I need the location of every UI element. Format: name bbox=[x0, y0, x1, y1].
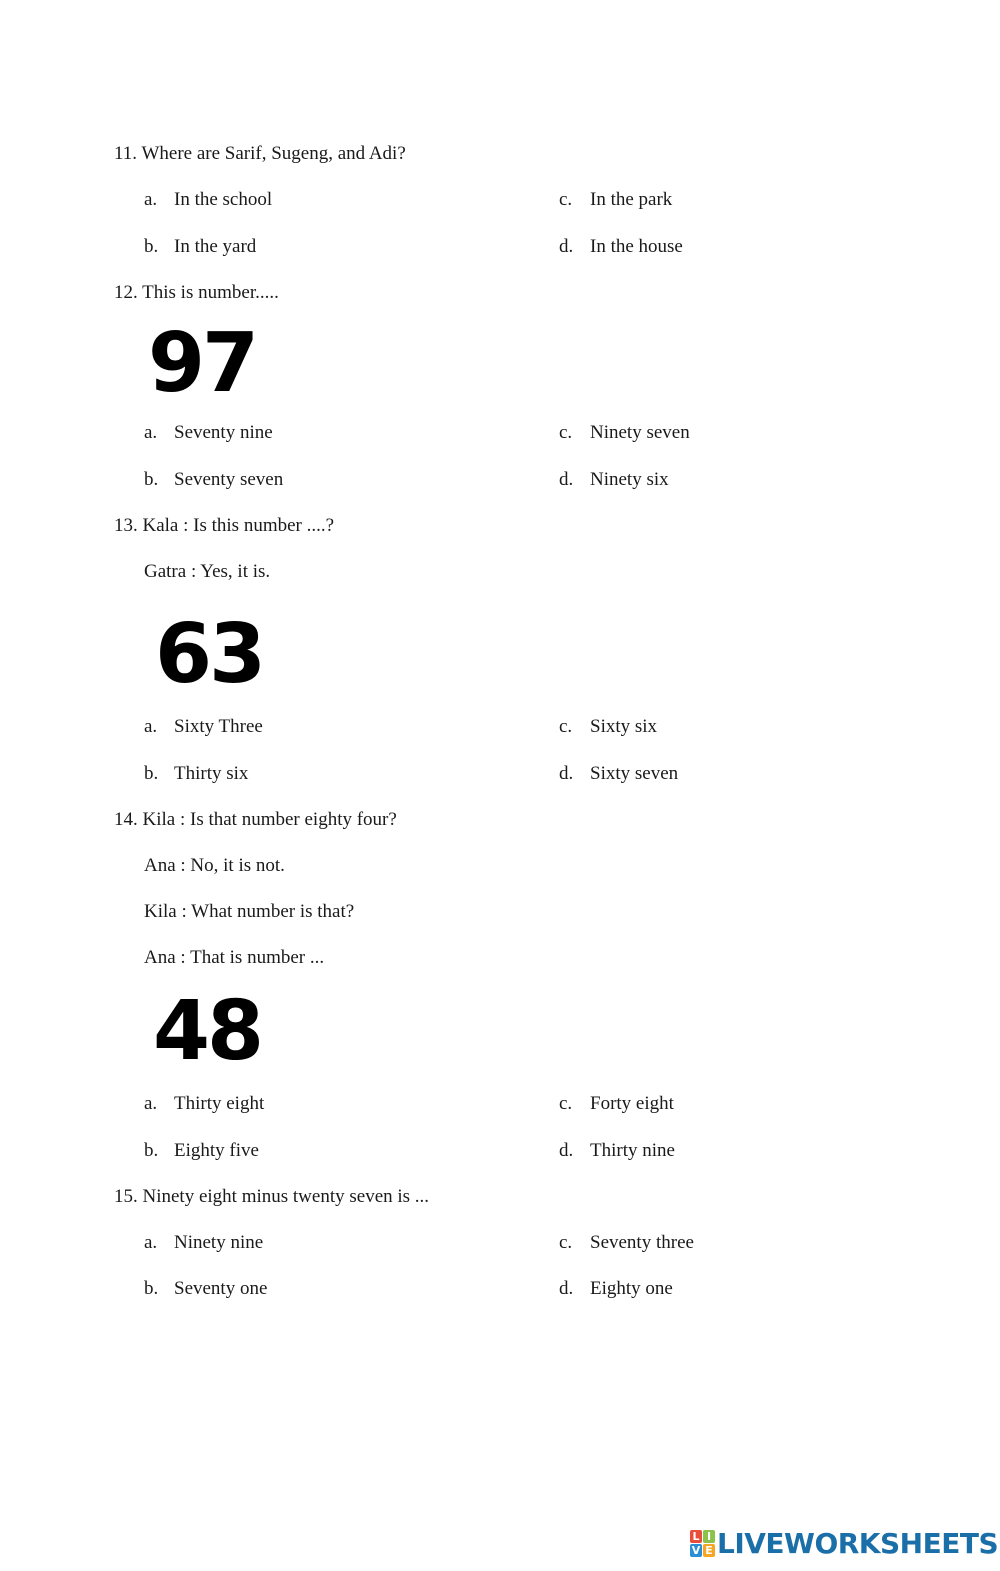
option-letter: d. bbox=[559, 469, 574, 490]
question-11-stem: 11. Where are Sarif, Sugeng, and Adi? bbox=[114, 143, 406, 164]
option-text: Ninety six bbox=[590, 469, 669, 490]
option-text: Ninety seven bbox=[590, 422, 690, 443]
option-text: Seventy seven bbox=[174, 469, 284, 490]
option-text: Sixty Three bbox=[174, 716, 263, 737]
option-text: Thirty nine bbox=[590, 1140, 675, 1161]
option-text: Seventy nine bbox=[174, 422, 273, 443]
option-text: Seventy one bbox=[174, 1278, 268, 1299]
question-13-dialogue-line: Gatra : Yes, it is. bbox=[144, 561, 271, 582]
option-text: Sixty seven bbox=[590, 763, 679, 784]
option-text: In the school bbox=[174, 189, 273, 210]
option-letter: a. bbox=[144, 422, 158, 443]
logo-cell: E bbox=[703, 1544, 715, 1557]
option-letter: d. bbox=[559, 763, 574, 784]
option-letter: c. bbox=[559, 1093, 573, 1114]
option-letter: a. bbox=[144, 189, 158, 210]
question-13-stem: 13. Kala : Is this number ....? bbox=[114, 515, 335, 536]
option-letter: c. bbox=[559, 422, 573, 443]
option-letter: d. bbox=[559, 1140, 574, 1161]
option-letter: c. bbox=[559, 189, 573, 210]
option-text: Seventy three bbox=[590, 1232, 694, 1253]
option-letter: a. bbox=[144, 1093, 158, 1114]
question-13-number-image: 63 bbox=[155, 607, 264, 702]
logo-cell: V bbox=[691, 1543, 701, 1557]
option-letter: b. bbox=[144, 236, 159, 257]
logo-icon bbox=[690, 1530, 715, 1557]
logo-cell: L bbox=[690, 1530, 702, 1543]
option-letter: c. bbox=[559, 716, 573, 737]
option-text: Thirty six bbox=[174, 763, 249, 784]
option-letter: b. bbox=[144, 1140, 159, 1161]
option-text: Eighty five bbox=[174, 1140, 259, 1161]
question-14-dialogue-line: Kila : What number is that? bbox=[144, 901, 355, 922]
logo-wordmark: LIVEWORKSHEETS bbox=[717, 1526, 999, 1560]
option-text: Forty eight bbox=[590, 1093, 674, 1114]
question-12-number-image: 97 bbox=[148, 316, 257, 411]
option-text: Sixty six bbox=[590, 716, 658, 737]
question-12-stem: 12. This is number..... bbox=[114, 282, 279, 303]
question-14-stem: 14. Kila : Is that number eighty four? bbox=[114, 809, 397, 830]
option-letter: b. bbox=[144, 1278, 159, 1299]
question-14-dialogue-line: Ana : That is number ... bbox=[144, 947, 325, 968]
option-text: Ninety nine bbox=[174, 1232, 264, 1253]
option-letter: b. bbox=[144, 763, 159, 784]
option-letter: b. bbox=[144, 469, 159, 490]
option-text: Eighty one bbox=[590, 1278, 673, 1299]
option-letter: c. bbox=[559, 1232, 573, 1253]
option-letter: d. bbox=[559, 1278, 574, 1299]
option-text: In the yard bbox=[174, 236, 257, 257]
question-15-stem: 15. Ninety eight minus twenty seven is ... bbox=[114, 1186, 430, 1207]
option-letter: a. bbox=[144, 716, 158, 737]
option-text: In the house bbox=[590, 236, 683, 257]
option-text: Thirty eight bbox=[174, 1093, 265, 1114]
question-14-dialogue-line: Ana : No, it is not. bbox=[144, 855, 285, 876]
option-letter: d. bbox=[559, 236, 574, 257]
option-letter: a. bbox=[144, 1232, 158, 1253]
option-text: In the park bbox=[590, 189, 673, 210]
liveworksheets-logo bbox=[690, 1527, 998, 1559]
logo-cell: I bbox=[703, 1530, 715, 1543]
question-14-number-image: 48 bbox=[153, 984, 262, 1079]
